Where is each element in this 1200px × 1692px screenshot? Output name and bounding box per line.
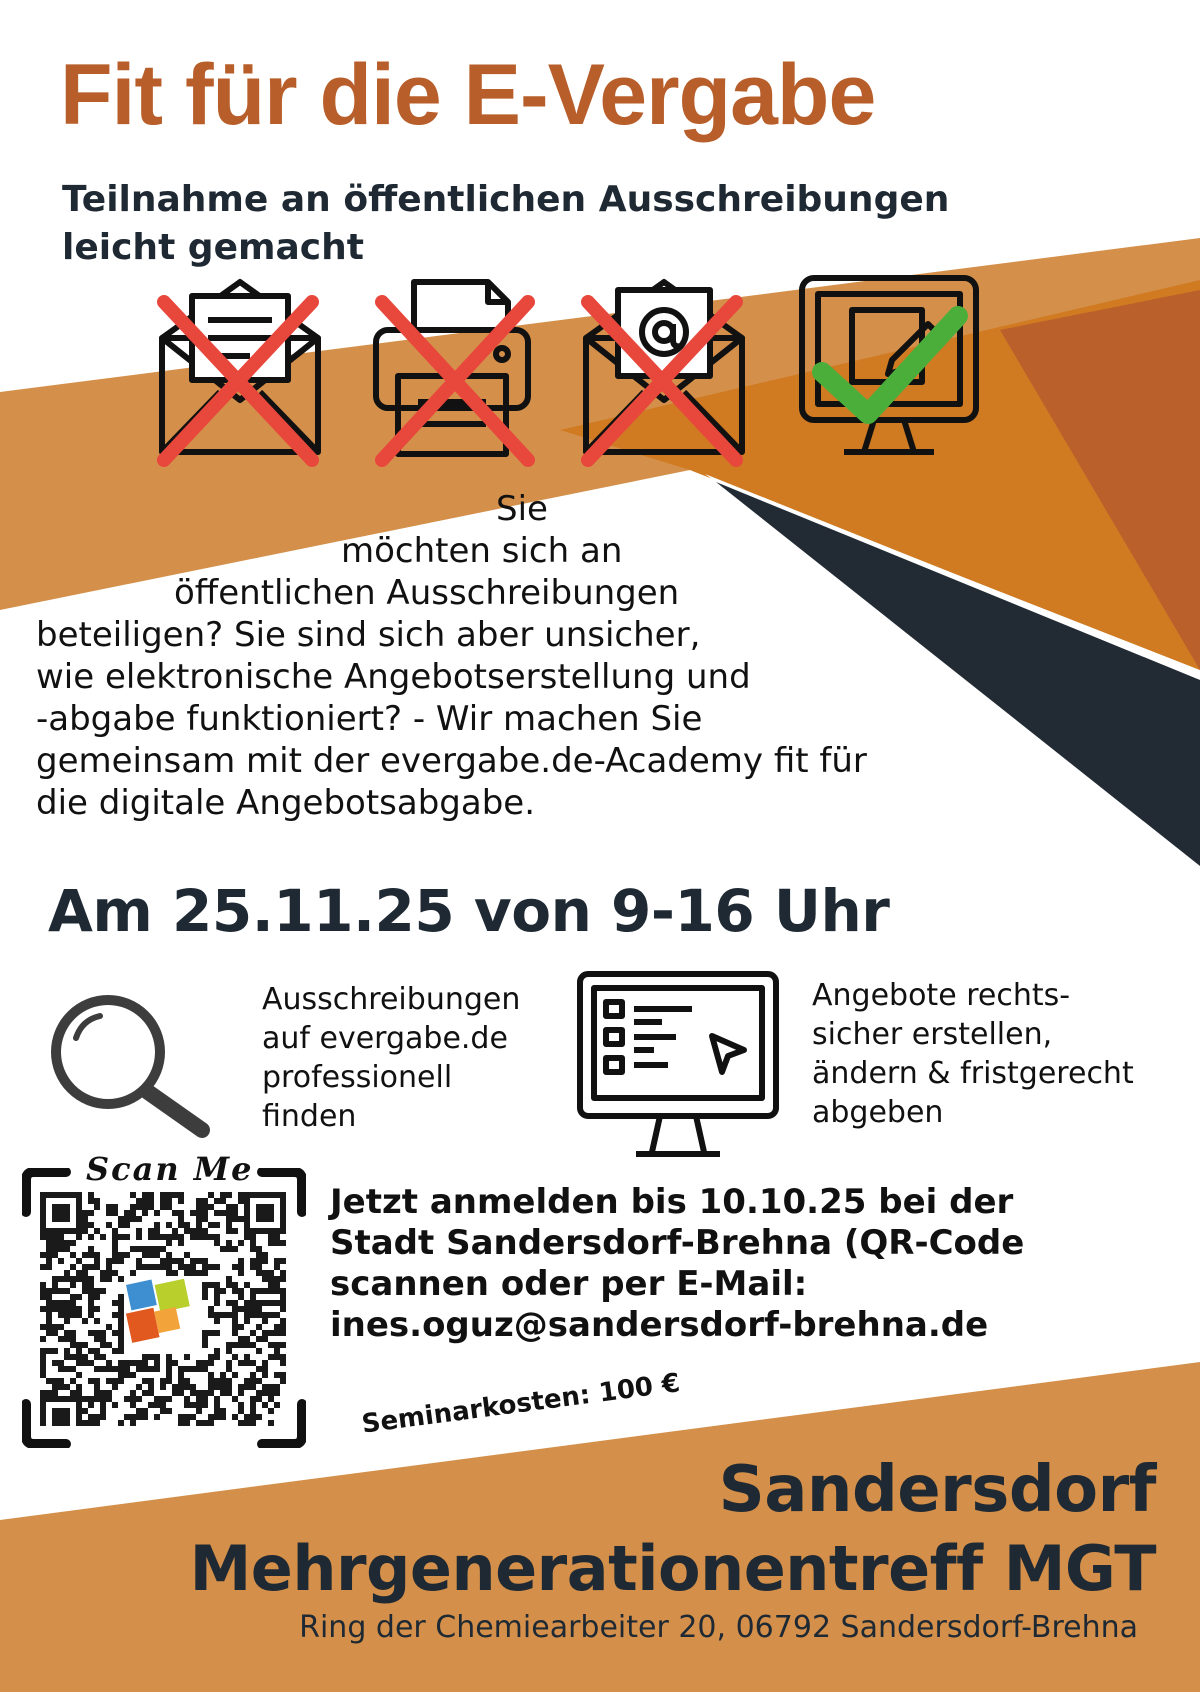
fax-printer-icon — [362, 268, 542, 468]
computer-edit-icon — [794, 268, 984, 468]
intro-line: -abgabe funktioniert? - Wir machen Sie — [36, 699, 703, 739]
email-envelope-icon — [574, 268, 754, 468]
qr-code[interactable] — [40, 1192, 286, 1426]
feature-line: sicher erstellen, — [812, 1017, 1053, 1052]
registration-line: Jetzt anmelden bis 10.10.25 bei der — [330, 1182, 1014, 1222]
qr-finder — [247, 1195, 283, 1231]
venue-address: Ring der Chemiearbeiter 20, 06792 Sandersdorf-Brehna — [299, 1610, 1138, 1645]
feature-line: professionell — [262, 1060, 453, 1095]
submission-methods — [150, 268, 990, 468]
qr-finder — [43, 1399, 79, 1426]
qr-logo — [126, 1279, 190, 1343]
subtitle-line-2: leicht gemacht — [62, 227, 364, 268]
scan-me-label: Scan Me — [86, 1150, 254, 1188]
registration-line: scannen oder per E-Mail: — [330, 1264, 808, 1304]
feature-line: abgeben — [812, 1095, 944, 1130]
computer-form-icon — [576, 970, 780, 1168]
intro-line: möchten sich an — [341, 531, 623, 571]
feature-find-tenders — [262, 980, 520, 1136]
letter-envelope-icon — [150, 268, 330, 468]
page-subtitle — [62, 176, 1142, 272]
intro-line: die digitale Angebotsabgabe. — [36, 783, 536, 823]
event-date: Am 25.11.25 von 9-16 Uhr — [48, 877, 890, 945]
venue-town: Sandersdorf — [718, 1453, 1156, 1527]
subtitle-line-1: Teilnahme an öffentlichen Ausschreibungen — [62, 179, 950, 220]
magnifier-icon — [46, 990, 216, 1140]
intro-line: gemeinsam mit der evergabe.de-Academy fit für — [36, 741, 867, 781]
intro-line: öffentlichen Ausschreibungen — [174, 573, 680, 613]
registration-email[interactable]: ines.oguz@sandersdorf-brehna.de — [330, 1305, 989, 1345]
venue-name: Mehrgenerationentreff MGT — [189, 1532, 1156, 1605]
feature-line: ändern & fristgerecht — [812, 1056, 1134, 1091]
intro-line: wie elektronische Angebotserstellung und — [36, 657, 751, 697]
intro-line: beteiligen? Sie sind sich aber unsicher, — [36, 615, 701, 655]
seminar-cost: Seminarkosten: 100 € — [360, 1368, 682, 1440]
intro-line: Sie — [496, 489, 548, 529]
intro-paragraph — [36, 488, 996, 824]
registration-info — [330, 1182, 1170, 1346]
registration-line: Stadt Sandersdorf-Brehna (QR-Code — [330, 1223, 1025, 1263]
qr-finder — [43, 1195, 79, 1231]
feature-line: Angebote rechts- — [812, 978, 1071, 1013]
feature-create-offers — [812, 976, 1134, 1132]
feature-line: Ausschreibungen — [262, 982, 521, 1017]
feature-line: finden — [262, 1099, 357, 1134]
page-title: Fit für die E-Vergabe — [60, 47, 876, 143]
feature-line: auf evergabe.de — [262, 1021, 508, 1056]
